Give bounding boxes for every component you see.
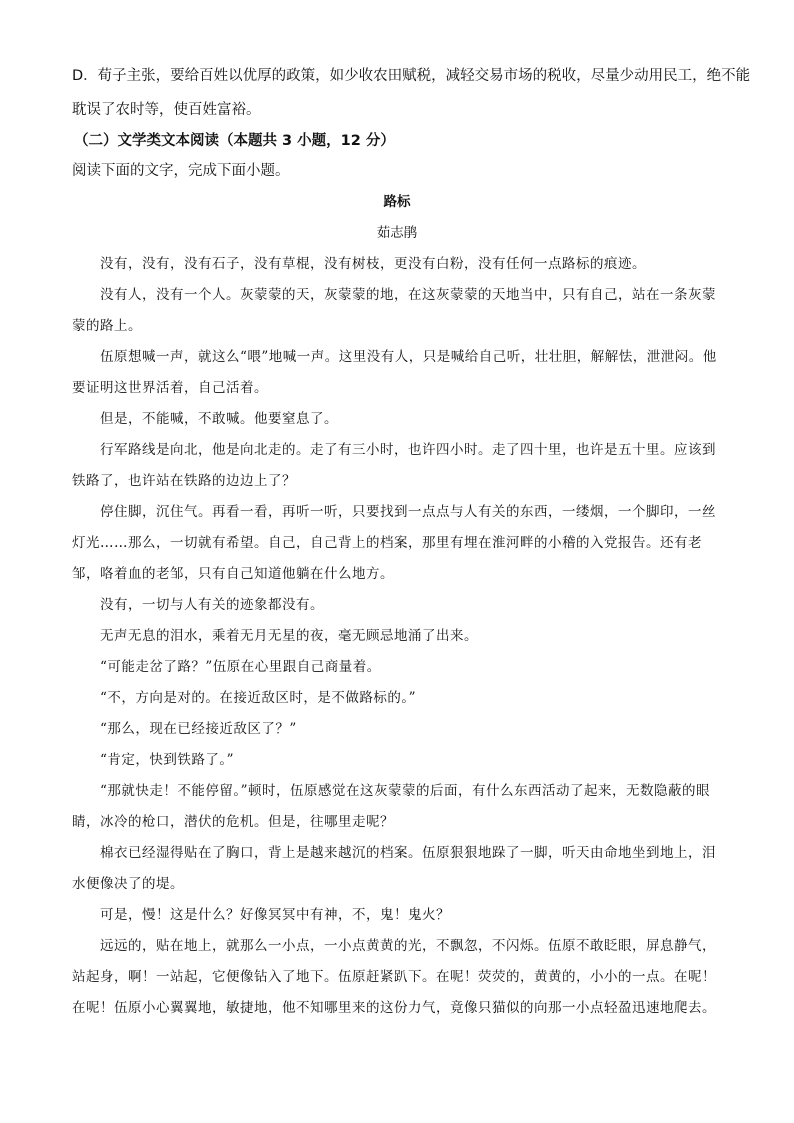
article-paragraph: “不，方向是对的。在接近敌区时，是不做路标的。” — [100, 690, 417, 706]
option-d-line-2: 耽误了农时等，使百姓富裕。 — [72, 102, 261, 118]
section-header: （二）文学类文本阅读（本题共 3 小题，12 分） — [74, 133, 395, 149]
article-paragraph: 可是，慢！这是什么？好像冥冥中有神，不，鬼！鬼火？ — [100, 907, 450, 923]
article-paragraph: 没有，一切与人有关的迹象都没有。 — [100, 597, 324, 613]
article-paragraph: “肯定，快到铁路了。” — [100, 752, 235, 768]
article-paragraph: 远远的，贴在地上，就那么一小点，一小点黄黄的光，不飘忽，不闪烁。伍原不敢眨眼，屏息静气，站起身，啊！一站起，它便像钻入了地下。伍原赶紧趴下。在呢！荧荧的，黄黄的，小小的一点。在呢！在呢！伍原小心翼翼地，敏捷地，他不知哪里来的这份力气，竟像只猫似的向那一小点轻盈迅速地爬去。 — [72, 938, 716, 1016]
article-paragraph: 行军路线是向北，他是向北走的。走了有三小时，也许四小时。走了四十里，也许是五十里。应该到铁路了，也许站在铁路的边边上了？ — [72, 442, 716, 489]
article-title: 路标 — [383, 194, 411, 210]
article-paragraph: 棉衣已经湿得贴在了胸口，背上是越来越沉的档案。伍原狠狠地跺了一脚，听天由命地坐到地上，泪水便像决了的堤。 — [72, 845, 716, 892]
article-paragraph: 没有人，没有一个人。灰蒙蒙的天，灰蒙蒙的地，在这灰蒙蒙的天地当中，只有自己，站在一条灰蒙蒙的路上。 — [72, 287, 716, 334]
article-paragraph: 无声无息的泪水，乘着无月无星的夜，毫无顾忌地涌了出来。 — [100, 628, 478, 644]
article-paragraph: 没有，没有，没有石子，没有草棍，没有树枝，更没有白粉，没有任何一点路标的痕迹。 — [100, 256, 646, 272]
article-paragraph: 停住脚，沉住气。再看一看，再听一听，只要找到一点点与人有关的东西，一缕烟，一个脚印，一丝灯光……那么，一切就有希望。自己，自己背上的档案，那里有埋在淮河畔的小稽的入党报告。还有老邹，咯着血的老邹，只有自己知道他躺在什么地方。 — [72, 504, 716, 582]
instruction: 阅读下面的文字，完成下面小题。 — [72, 163, 290, 179]
article-author: 茹志鹃 — [376, 225, 418, 241]
option-d-line-1: D．荀子主张，要给百姓以优厚的政策，如少收农田赋税，减轻交易市场的税收，尽量少动用民工，绝不能 — [72, 68, 751, 84]
article-paragraph: 但是，不能喊，不敢喊。他要窒息了。 — [100, 411, 338, 427]
article-paragraph: “那就快走！不能停留。”顿时，伍原感觉在这灰蒙蒙的后面，有什么东西活动了起来，无数隐蔽的眼睛，冰冷的枪口，潜伏的危机。但是，往哪里走呢？ — [72, 783, 711, 830]
article-paragraph: 伍原想喊一声，就这么“喂”地喊一声。这里没有人，只是喊给自己听，壮壮胆，解解怯，泄泄闷。他要证明这世界活着，自己活着。 — [72, 349, 717, 396]
article-paragraph: “那么，现在已经接近敌区了？” — [100, 721, 297, 737]
article-paragraph: “可能走岔了路？”伍原在心里跟自己商量着。 — [100, 659, 381, 675]
